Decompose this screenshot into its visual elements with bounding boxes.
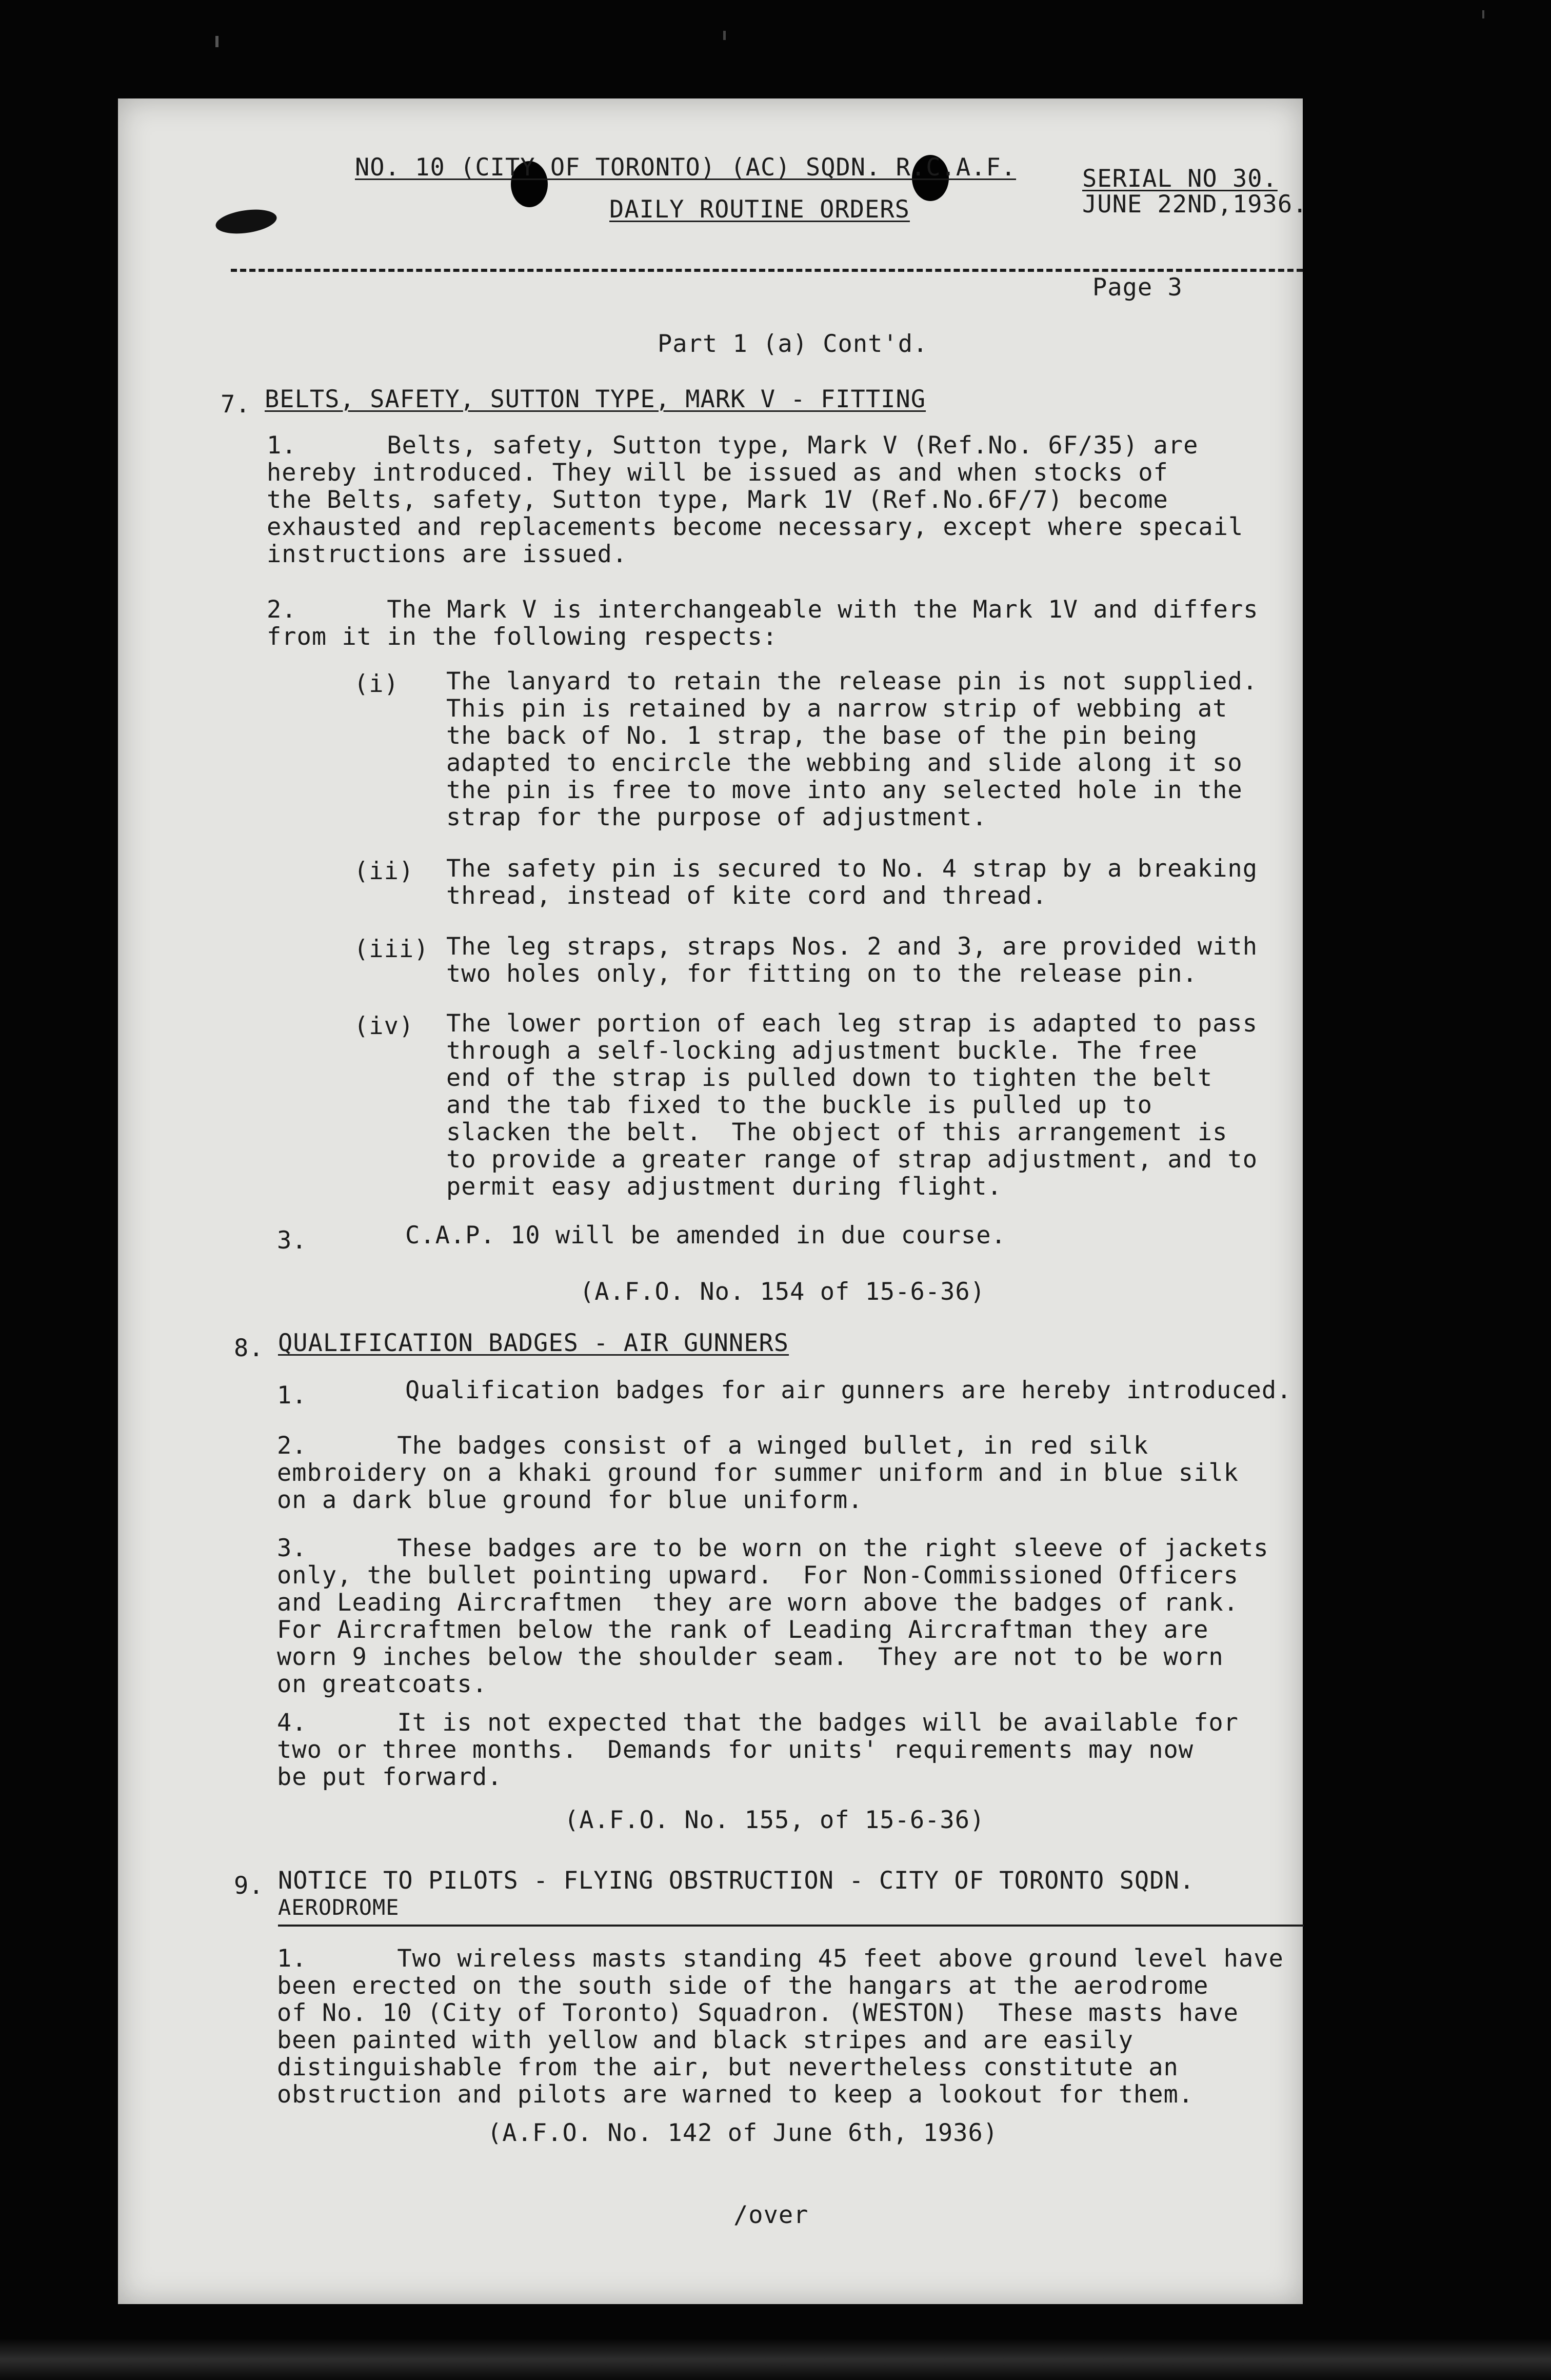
page-number: Page 3 [1092, 273, 1183, 302]
paragraph-number: 3. [277, 1226, 307, 1255]
header-unit-title: NO. 10 (CITY OF TORONTO) (AC) SQDN. R.C.A.F. [355, 153, 1017, 182]
list-item-text: The leg straps, straps Nos. 2 and 3, are provided with two holes only, for fitting on to the release pin. [446, 933, 1258, 988]
section-paragraph: C.A.P. 10 will be amended in due course. [405, 1221, 1006, 1250]
section-title: NOTICE TO PILOTS - FLYING OBSTRUCTION - CITY OF TORONTO SQDN. [278, 1867, 1195, 1895]
ink-smudge [214, 206, 279, 237]
section-paragraph: Qualification badges for air gunners are hereby introduced. [405, 1376, 1292, 1404]
list-item-label: (ii) [354, 857, 414, 885]
section-title: QUALIFICATION BADGES - AIR GUNNERS [278, 1329, 789, 1357]
order-reference: (A.F.O. No. 154 of 15-6-36) [580, 1278, 986, 1306]
header-divider [231, 269, 1303, 272]
order-reference: (A.F.O. No. 155, of 15-6-36) [564, 1806, 985, 1834]
section-number: 8. [234, 1334, 264, 1362]
list-item-label: (i) [354, 670, 399, 698]
section-number: 9. [234, 1872, 264, 1900]
part-heading: Part 1 (a) Cont'd. [658, 330, 928, 358]
document-page [118, 98, 1308, 2304]
section-paragraph: 1. Two wireless masts standing 45 feet above ground level have been erected on the south side of the hangars at the aerodrome of No. 10 (City of Toronto) Squadron. (WESTON) These masts have been painted with yellow and black stripes and are easily distinguishable from the air, but nevertheless constitute an obstruction and pilots are warned to keep a lookout for them. [277, 1945, 1284, 2109]
section-paragraph: 4. It is not expected that the badges will be available for two or three months. Demands for units' requirements may now be put forward. [277, 1709, 1239, 1791]
list-item-text: The safety pin is secured to No. 4 strap by a breaking thread, instead of kite cord and thread. [446, 855, 1258, 910]
section-paragraph: 2. The Mark V is interchangeable with the Mark 1V and differs from it in the following respects: [267, 596, 1259, 651]
header-orders-title: DAILY ROUTINE ORDERS [609, 195, 910, 224]
section-title-continued: AERODROME [278, 1895, 400, 1920]
list-item-text: The lower portion of each leg strap is adapted to pass through a self-locking adjustment buckle. The free end of the strap is pulled down to tighten the belt and the tab fixed to the buckle is pulled up to slacken the belt. The object of this arrangement is to provide a greater range of strap adjustment, and to permit easy adjustment during flight. [446, 1009, 1258, 1201]
order-date: JUNE 22ND,1936. [1082, 190, 1308, 219]
paragraph-number: 1. [277, 1381, 307, 1410]
section-paragraph: 3. These badges are to be worn on the right sleeve of jackets only, the bullet pointing upward. For Non-Commissioned Officers and Leading Aircraftmen they are worn above the badges of rank. For Aircraftmen below the rank of Leading Aircraftman they are worn 9 inches below the shoulder seam. They are not to be worn on greatcoats. [277, 1534, 1269, 1698]
list-item-text: The lanyard to retain the release pin is not supplied. This pin is retained by a narrow strip of webbing at the back of No. 1 strap, the base of the pin being adapted to encircle the webbing and slide along it so the pin is free to move into any selected hole in the strap for the purpose of adjustment. [446, 667, 1258, 831]
page-continuation-note: /over [733, 2201, 809, 2229]
section-paragraph: 2. The badges consist of a winged bullet, in red silk embroidery on a khaki ground for summer uniform and in blue silk on a dark blue ground for blue uniform. [277, 1432, 1239, 1514]
list-item-label: (iv) [354, 1012, 414, 1040]
scan-film-edge [0, 2339, 1551, 2380]
section-title: BELTS, SAFETY, SUTTON TYPE, MARK V - FITTING [265, 385, 926, 413]
section-title-underline [278, 1925, 1304, 1927]
scan-border-specks [0, 0, 1551, 92]
section-paragraph: 1. Belts, safety, Sutton type, Mark V (Ref.No. 6F/35) are hereby introduced. They will be issued as and when stocks of the Belts, safety, Sutton type, Mark 1V (Ref.No.6F/7) become exhausted and replacements become necessary, except where specail instructions are issued. [267, 431, 1244, 568]
section-number: 7. [221, 390, 251, 419]
order-reference: (A.F.O. No. 142 of June 6th, 1936) [487, 2119, 999, 2147]
list-item-label: (iii) [354, 935, 429, 963]
serial-number: SERIAL NO 30. [1082, 165, 1278, 193]
